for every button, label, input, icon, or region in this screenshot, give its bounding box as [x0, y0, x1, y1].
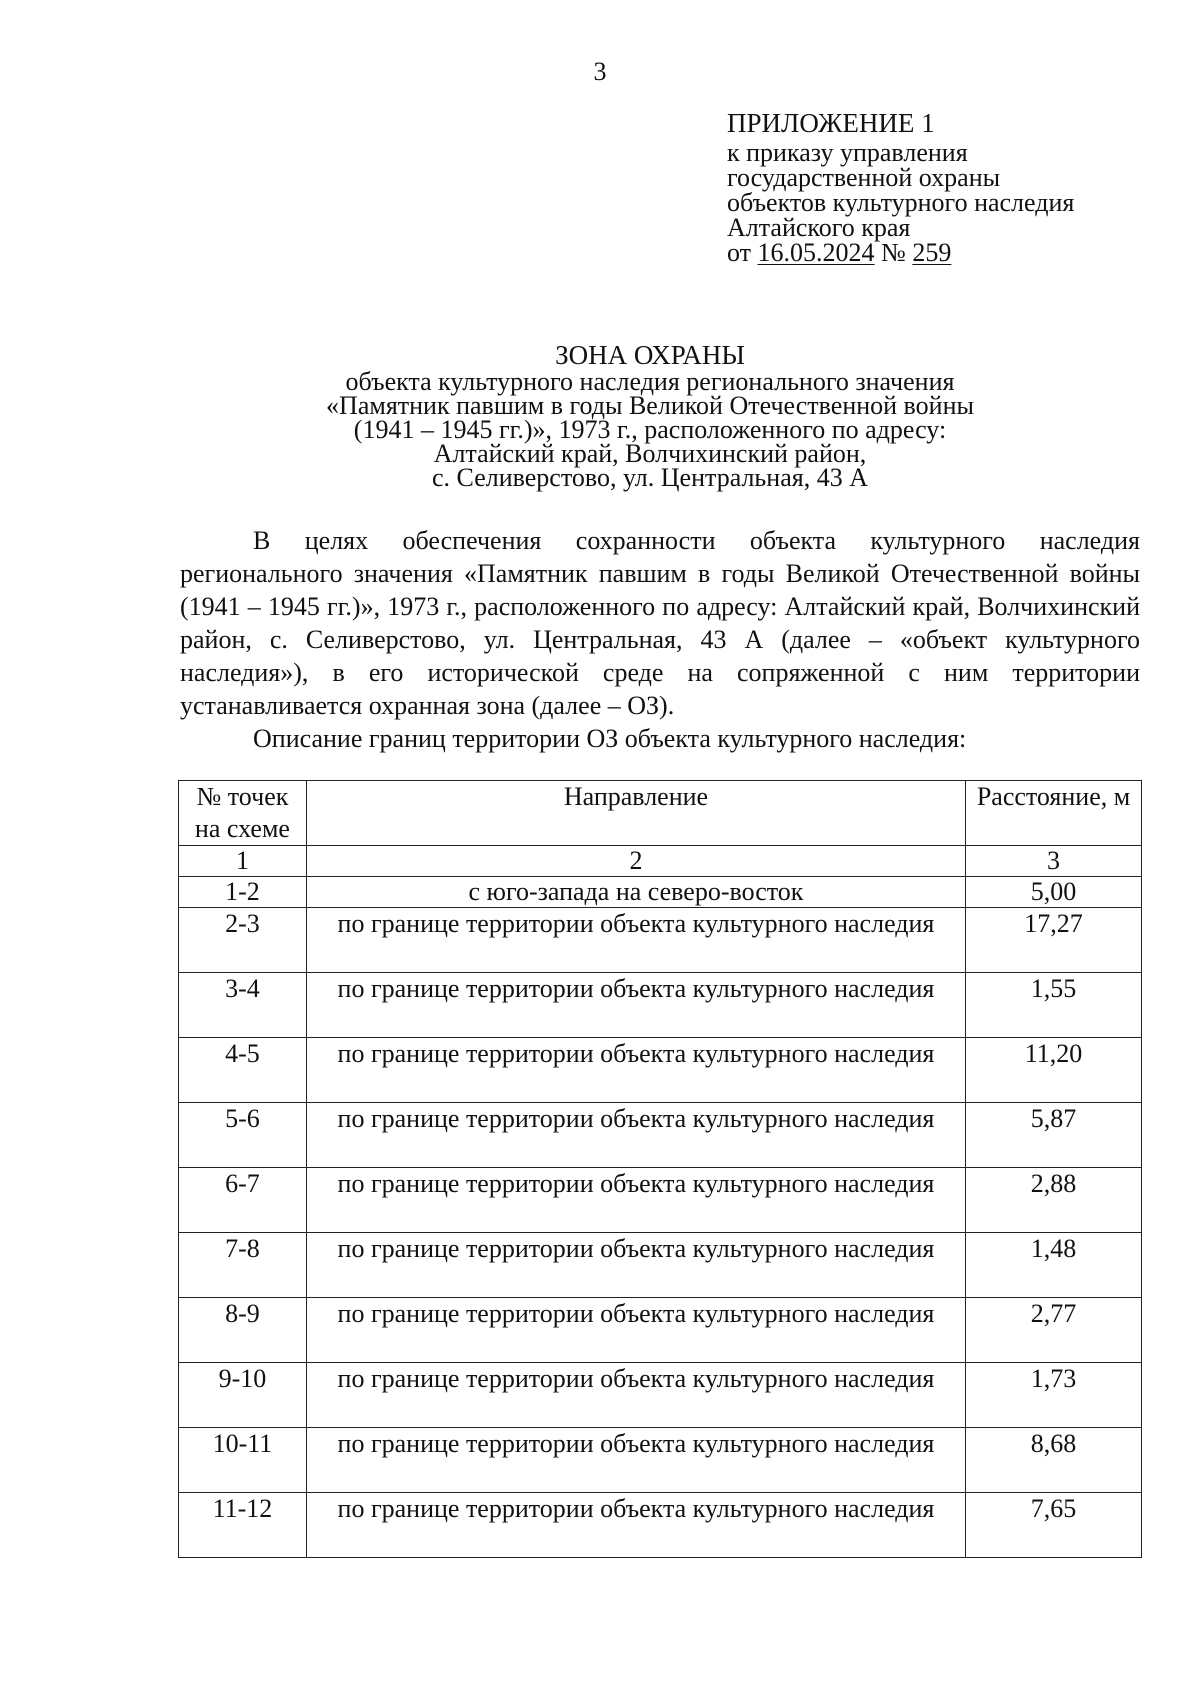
cell-points: 2-3 [179, 908, 307, 973]
table-row [179, 877, 1142, 908]
table-row [179, 1038, 1142, 1103]
appendix-block [727, 108, 1074, 265]
cell-distance: 5,87 [966, 1103, 1142, 1168]
column-number: 1 [179, 846, 307, 877]
heading-line: (1941 – 1945 гг.)», 1973 г., расположенного по адресу: [353, 415, 947, 444]
cell-distance: 2,88 [966, 1168, 1142, 1233]
cell-distance: 1,48 [966, 1233, 1142, 1298]
cell-direction: по границе территории объекта культурного наследия [306, 1233, 965, 1298]
appendix-date-line [727, 240, 1074, 265]
cell-points: 10-11 [179, 1428, 307, 1493]
table-row [179, 1168, 1142, 1233]
cell-distance: 7,65 [966, 1493, 1142, 1558]
cell-points: 6-7 [179, 1168, 307, 1233]
cell-distance: 8,68 [966, 1428, 1142, 1493]
appendix-line: Алтайского края [727, 213, 911, 242]
heading-line: объекта культурного наследия регионального значения [345, 367, 955, 396]
body-text [180, 524, 1140, 755]
table-row [179, 908, 1142, 973]
cell-points: 1-2 [179, 877, 307, 908]
appendix-line: государственной охраны [727, 163, 1001, 192]
cell-direction: по границе территории объекта культурного наследия [306, 1428, 965, 1493]
cell-direction: по границе территории объекта культурного наследия [306, 1493, 965, 1558]
cell-direction: по границе территории объекта культурного наследия [306, 1298, 965, 1363]
header-direction: Направление [306, 781, 965, 846]
cell-distance: 5,00 [966, 877, 1142, 908]
cell-points: 8-9 [179, 1298, 307, 1363]
appendix-title: ПРИЛОЖЕНИЕ 1 [727, 108, 935, 138]
document-heading [200, 340, 1100, 490]
column-number: 3 [966, 846, 1142, 877]
cell-distance: 2,77 [966, 1298, 1142, 1363]
table-row [179, 1298, 1142, 1363]
heading-title: ЗОНА ОХРАНЫ [555, 340, 745, 370]
table-row [179, 973, 1142, 1038]
table-intro-paragraph: Описание границ территории ОЗ объекта культурного наследия: [253, 724, 967, 753]
cell-direction: по границе территории объекта культурного наследия [306, 908, 965, 973]
boundary-table-wrap [178, 780, 1142, 1558]
appendix-number: 259 [912, 238, 952, 267]
column-number: 2 [306, 846, 965, 877]
header-distance: Расстояние, м [966, 781, 1142, 846]
cell-distance: 1,55 [966, 973, 1142, 1038]
page-number: 3 [593, 57, 607, 86]
table-row [179, 1493, 1142, 1558]
table-row [179, 1233, 1142, 1298]
cell-points: 7-8 [179, 1233, 307, 1298]
cell-direction: по границе территории объекта культурного наследия [306, 1103, 965, 1168]
cell-distance: 17,27 [966, 908, 1142, 973]
appendix-line: к приказу управления [727, 138, 968, 167]
heading-line: Алтайский край, Волчихинский район, [433, 439, 867, 468]
header-points: № точек на схеме [179, 781, 307, 846]
cell-direction: по границе территории объекта культурного наследия [306, 1038, 965, 1103]
cell-points: 11-12 [179, 1493, 307, 1558]
heading-line: с. Селиверстово, ул. Центральная, 43 А [432, 463, 868, 492]
cell-points: 4-5 [179, 1038, 307, 1103]
cell-direction: по границе территории объекта культурного наследия [306, 1168, 965, 1233]
appendix-number-sign: № [874, 238, 913, 267]
heading-line: «Памятник павшим в годы Великой Отечественной войны [326, 391, 974, 420]
intro-paragraph: В целях обеспечения сохранности объекта культурного наследия регионального значения «Памятник павшим в годы Великой Отечественной войны (1941 – 1945 гг.)», 1973 г., расположенного по адресу: Алтайский край, Волчихинский район, с. Селиверстово, ул. Центральная, 43 А (далее – «объект культурного наследия»), в его исторической среде на сопряженной с ним территории устанавливается охранная зона (далее – ОЗ). [180, 526, 1140, 720]
cell-points: 5-6 [179, 1103, 307, 1168]
cell-distance: 1,73 [966, 1363, 1142, 1428]
cell-distance: 11,20 [966, 1038, 1142, 1103]
table-row [179, 1363, 1142, 1428]
table-header-row [179, 781, 1142, 846]
cell-points: 9-10 [179, 1363, 307, 1428]
table-row [179, 1103, 1142, 1168]
appendix-line: объектов культурного наследия [727, 188, 1075, 217]
cell-points: 3-4 [179, 973, 307, 1038]
boundary-table [178, 780, 1142, 1558]
cell-direction: по границе территории объекта культурного наследия [306, 973, 965, 1038]
appendix-date-prefix: от [727, 238, 758, 267]
cell-direction: по границе территории объекта культурного наследия [306, 1363, 965, 1428]
table-column-numbers-row [179, 846, 1142, 877]
appendix-date: 16.05.2024 [757, 238, 875, 267]
cell-direction: с юго-запада на северо-восток [306, 877, 965, 908]
table-row [179, 1428, 1142, 1493]
